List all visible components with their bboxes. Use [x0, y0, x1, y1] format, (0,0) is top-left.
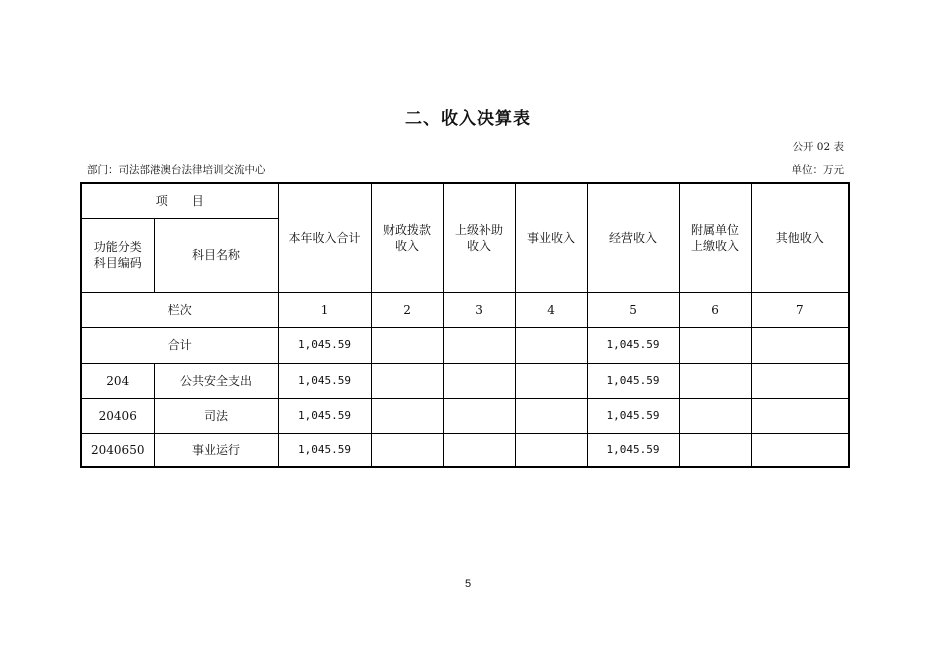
value-cell: [371, 363, 443, 398]
value-cell: [443, 398, 515, 433]
value-cell: [443, 363, 515, 398]
column-index-label: 栏次: [81, 292, 278, 327]
total-row: [81, 327, 849, 363]
col-index-cell: 7: [751, 292, 849, 327]
value-cell: [443, 327, 515, 363]
value-cell: [515, 363, 587, 398]
value-cell: [371, 433, 443, 467]
value-cell: [371, 327, 443, 363]
value-cell: [679, 398, 751, 433]
func-code-cell: 204: [81, 363, 154, 398]
value-cell: 1,045.59: [278, 433, 371, 467]
total-label: 合计: [81, 327, 278, 363]
value-cell: 1,045.59: [278, 363, 371, 398]
form-number: 公开 02 表: [792, 141, 844, 153]
value-cell: 1,045.59: [587, 363, 679, 398]
value-cell: [751, 398, 849, 433]
col-index-cell: 6: [679, 292, 751, 327]
table-row: [81, 433, 849, 467]
header-col-6: 附属单位 上缴收入: [679, 183, 751, 292]
col-index-cell: 3: [443, 292, 515, 327]
value-cell: 1,045.59: [278, 398, 371, 433]
income-table: [80, 182, 850, 468]
table-row: [81, 363, 849, 398]
value-cell: [515, 327, 587, 363]
value-cell: 1,045.59: [278, 327, 371, 363]
header-col-2: 财政拨款 收入: [371, 183, 443, 292]
subject-name-cell: 司法: [154, 398, 278, 433]
value-cell: [751, 363, 849, 398]
value-cell: 1,045.59: [587, 433, 679, 467]
unit-label: 单位：万元: [791, 164, 844, 176]
header-col-1: 本年收入合计: [278, 183, 371, 292]
header-col-4: 事业收入: [515, 183, 587, 292]
value-cell: [515, 433, 587, 467]
value-cell: [371, 398, 443, 433]
header-subject-name: 科目名称: [154, 218, 278, 292]
col-index-cell: 4: [515, 292, 587, 327]
value-cell: [515, 398, 587, 433]
page-number: 5: [464, 578, 472, 590]
value-cell: 1,045.59: [587, 327, 679, 363]
subject-name-cell: 公共安全支出: [154, 363, 278, 398]
col-index-cell: 1: [278, 292, 371, 327]
department-label: 部门：司法部港澳台法律培训交流中心: [87, 164, 266, 176]
header-func-code: 功能分类 科目编码: [81, 218, 154, 292]
value-cell: [443, 433, 515, 467]
value-cell: [679, 327, 751, 363]
value-cell: [751, 327, 849, 363]
col-index-cell: 2: [371, 292, 443, 327]
func-code-cell: 2040650: [81, 433, 154, 467]
header-col-5: 经营收入: [587, 183, 679, 292]
page-title: 二、收入决算表: [405, 109, 531, 129]
header-item: 项 目: [81, 183, 278, 218]
value-cell: [679, 363, 751, 398]
column-index-row: [81, 292, 849, 327]
header-col-3: 上级补助 收入: [443, 183, 515, 292]
col-index-cell: 5: [587, 292, 679, 327]
subject-name-cell: 事业运行: [154, 433, 278, 467]
value-cell: 1,045.59: [587, 398, 679, 433]
header-col-7: 其他收入: [751, 183, 849, 292]
value-cell: [679, 433, 751, 467]
value-cell: [751, 433, 849, 467]
table-row: [81, 398, 849, 433]
func-code-cell: 20406: [81, 398, 154, 433]
